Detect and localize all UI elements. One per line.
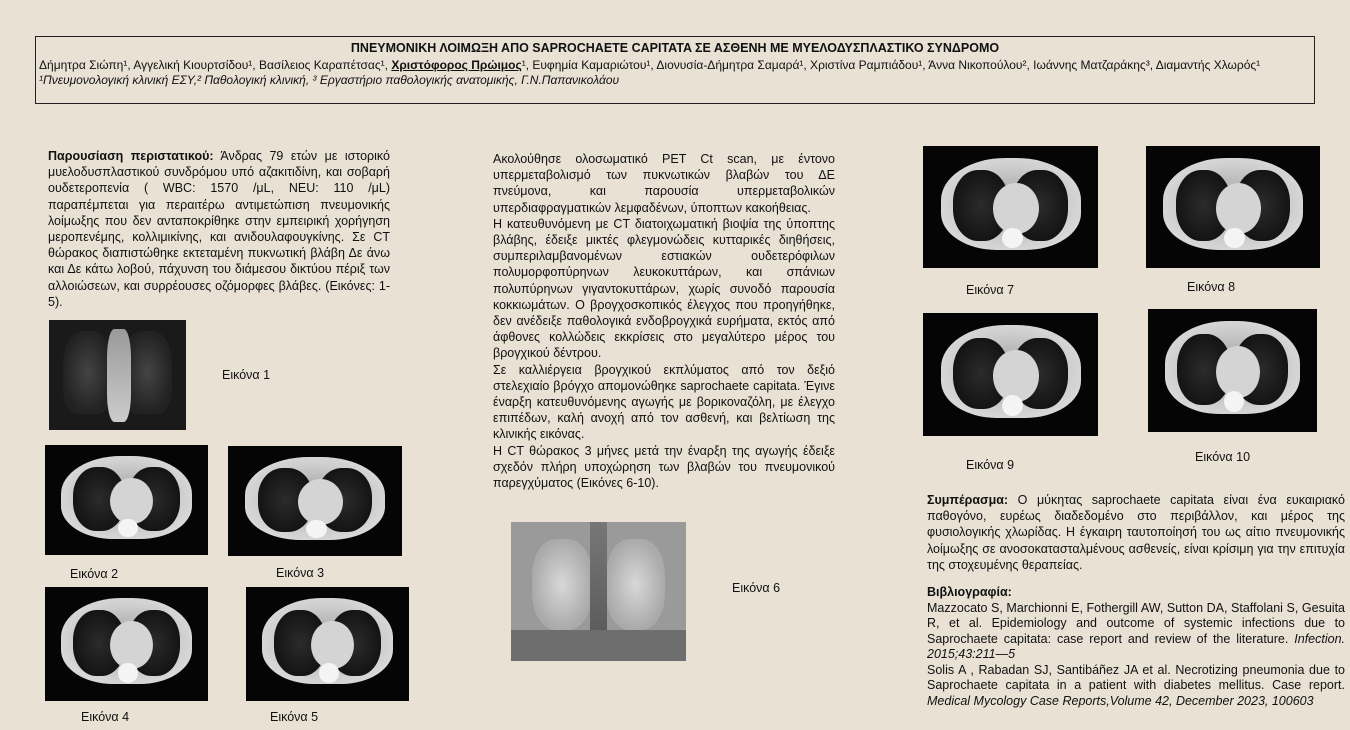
figure-6-pet-scan [511, 522, 686, 661]
reference-2-source: Medical Mycology Case Reports,Volume 42, December 2023, 100603 [927, 693, 1314, 708]
caption-figure-10: Εικόνα 10 [1195, 450, 1251, 464]
references [927, 585, 1345, 709]
affiliations: ¹Πνευμονολογική κλινική ΕΣΥ,² Παθολογική κλινική, ³ Εργαστήριο παθολογικής ανατομικής, Γ.Ν.Παπανικολάου [39, 73, 620, 87]
figure-9-ct [923, 313, 1098, 436]
figure-7-ct [923, 146, 1098, 268]
caption-figure-2: Εικόνα 2 [70, 567, 119, 581]
conclusion-heading: Συμπέρασμα: [927, 493, 1009, 507]
figure-5-ct [246, 587, 409, 701]
references-heading: Βιβλιογραφία: [927, 585, 1012, 599]
case-text: Άνδρας 79 ετών με ιστορικό μυελοδυσπλαστικού συνδρόμου υπό αζακιτιδίνη, και σοβαρή ουδετεροπενία ( WBC: 1570 /μL, NEU: 110 /μL) παραπέμπεται για περαιτέρω αντιμετώπιση πνευμονικής λοίμωξης που δεν ανταποκρίθηκε στην εμπειρική χορήγηση μεροπενέμης, κολλιμικίνης, και ανιδουλαφουγκίνης. Σε CT θώρακος διαπιστώθηκε εκτεταμένη πυκνωτική βλάβη Δε άνω και Δε κάτω λοβού, πάχυνση του διάμεσου δικτύου πέριξ των αλλοιώσεων, και συρρέουσες οζόμορφες βλάβες. (Εικόνες: 1-5). [48, 149, 390, 309]
figure-8-ct [1146, 146, 1320, 268]
conclusion-text: Ο μύκητας saprochaete capitata είναι ένα ευκαιριακό παθογόνο, ευρέως διαδεδομένο στο περιβάλλον, και μέρος της φυσιολογικής χλωρίδας. Η έγκαιρη ταυτοποίησή του ως αίτιο πνευμονικής λοίμωξης σε ανοσοκατασταλμένους ασθενείς, είναι κρίσιμη για την επιτυχία της στοχευμένης θεραπείας. [927, 493, 1345, 572]
figure-2-ct [45, 445, 208, 555]
reference-1 [927, 601, 1345, 663]
reference-2-text: Solis A , Rabadan SJ, Santibáñez JA et al. Necrotizing pneumonia due to Saprochaete capitata in a patient with diabetes mellitus. Case report. [927, 662, 1345, 692]
caption-figure-3: Εικόνα 3 [276, 566, 325, 580]
figure-10-ct [1148, 309, 1317, 432]
poster-title: ΠΝΕΥΜΟΝΙΚΗ ΛΟΙΜΩΞΗ ΑΠΟ SAPROCHAETE CAPITATA ΣΕ ΑΣΘΕΝΗ ΜΕ ΜΥΕΛΟΔΥΣΠΛΑΣΤΙΚΟ ΣΥΝΔΡΟΜΟ [350, 41, 1000, 55]
caption-figure-4: Εικόνα 4 [81, 710, 130, 724]
caption-figure-9: Εικόνα 9 [966, 458, 1015, 472]
caption-figure-5: Εικόνα 5 [270, 710, 319, 724]
figure-1-chest-xray [49, 320, 186, 430]
author-list [39, 57, 1311, 73]
case-heading: Παρουσίαση περιστατικού: [48, 149, 214, 163]
poster-header [35, 36, 1315, 104]
caption-figure-6: Εικόνα 6 [732, 581, 781, 595]
caption-figure-8: Εικόνα 8 [1187, 280, 1236, 294]
figure-4-ct [45, 587, 208, 701]
conclusion [927, 492, 1345, 573]
reference-1-source: Infection. 2015;43:211—5 [927, 631, 1345, 661]
authors-after: ¹, Ευφημία Καμαριώτου¹, Διονυσία-Δήμητρα Σαμαρά¹, Χριστίνα Ραμπιάδου¹, Άννα Νικοπούλου², Ιωάννης Ματζαράκης³, Διαμαντής Χλωρός¹ [521, 58, 1261, 72]
reference-1-text: Mazzocato S, Marchionni E, Fothergill AW, Sutton DA, Staffolani S, Gesuita R, et al. Epidemiology and outcome of systemic infections due to Saprochaete capitata: case report and review of the literature. [927, 600, 1345, 646]
caption-figure-7: Εικόνα 7 [966, 283, 1015, 297]
authors-before: Δήμητρα Σιώπη¹, Αγγελική Κιουρτσίδου¹, Βασίλειος Καραπέτσας¹, [39, 58, 392, 72]
reference-2 [927, 663, 1345, 710]
figure-3-ct [228, 446, 402, 556]
case-presentation [48, 148, 390, 310]
presenting-author: Χριστόφορος Πρώιμος [391, 58, 522, 72]
case-course-text: Ακολούθησε ολοσωματικό PET Ct scan, με έντονο υπερμεταβολισμό των πυκνωτικών βλαβών του ΔΕ πνεύμονα, και παρουσία υπερμεταβολικών υπερδιαφραγματικών λεμφαδένων, ύποπτων κακοήθειας. Η κατευθυνόμενη με CT διατοιχωματική βιοψία της ύποπτης βλάβης, έδειξε μικτές φλεγμονώδεις κυτταρικές διηθήσεις, συμπεριλαμβανομένων εστιακών ουδετερόφιλων πολυμορφοπύρηνων λευκοκυττάρων, και σπάνιων πολυπύρηνων γιγαντοκυττάρων, χωρίς συνοδό παρουσία κοκκιωμάτων. Ο βρογχοσκοπικός έλεγχος που προηγήθηκε, δεν ανέδειξε παθολογικά ενδοβρογχικά ευρήματα, εκτός από άφθονες κολλώδεις εκκρίσεις στο μεγαλύτερο μέρος του βρογχικού δέντρου. Σε καλλιέργεια βρογχικού εκπλύματος από τον δεξιό στελεχιαίο βρόγχο απομονώθηκε saprochaete capitata. Έγινε έναρξη κατευθυνόμενης αγωγής με βορικοναζόλη, με έλεγχο επιπέδων, καλή ανοχή από τον ασθενή, και βελτίωση της κλινικής εικόνας. Η CT θώρακος 3 μήνες μετά την έναρξη της αγωγής έδειξε σχεδόν πλήρη υποχώρηση των βλαβών του πνευμονικού παρεγχύματος (Εικόνες 6-10). [493, 152, 835, 491]
caption-figure-1: Εικόνα 1 [222, 368, 271, 382]
